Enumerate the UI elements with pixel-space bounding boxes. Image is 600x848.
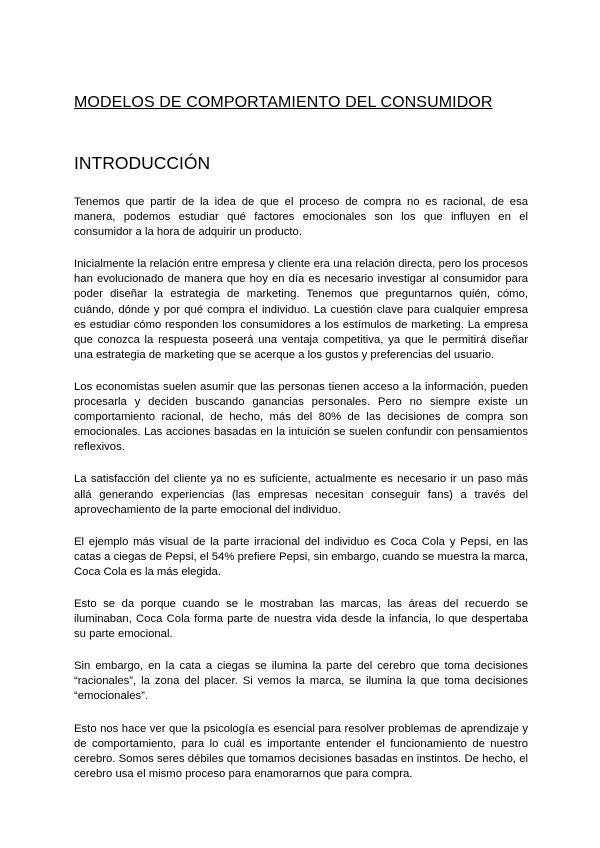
document-title: MODELOS DE COMPORTAMIENTO DEL CONSUMIDOR (74, 94, 493, 111)
paragraph: Inicialmente la relación entre empresa y cliente era una relación directa, pero los procesos han evolucionado de manera que hoy en día es necesario investigar al consumidor para poder diseñar la estrategia de marketing. Tenemos que preguntarnos quién, cómo, cuándo, dónde y por qué compra el individuo. La cuestión clave para cualquier empresa es estudiar cómo responden los consumidores a los estímulos de marketing. La empresa que conozca la respuesta poseerá una ventaja competitiva, ya que le permitirá diseñar una estrategia de marketing que se acerque a los gustos y preferencias del usuario. (74, 258, 528, 361)
document-body (74, 195, 528, 799)
paragraph: Tenemos que partir de la idea de que el proceso de compra no es racional, de esa manera, podemos estudiar qué factores emocionales son los que influyen en el consumidor a la hora de adquirir un producto. (74, 196, 528, 239)
paragraph: La satisfacción del cliente ya no es suficiente, actualmente es necesario ir un paso más allá generando experiencias (las empresas necesitan conseguir fans) a través del aprovechamiento de la parte emocional del individuo. (74, 473, 528, 516)
paragraph: Sin embargo, en la cata a ciegas se ilumina la parte del cerebro que toma decisiones “racionales”, la zona del placer. Si vemos la marca, se ilumina la que toma decisiones “emocionales”. (74, 660, 528, 703)
paragraph: Esto nos hace ver que la psicología es esencial para resolver problemas de aprendizaje y de comportamiento, para lo cuál es importante entender el funcionamiento de nuestro cerebro. Somos seres débiles que tomamos decisiones basadas en instintos. De hecho, el cerebro usa el mismo proceso para enamorarnos que para compra. (74, 722, 528, 780)
paragraph: El ejemplo más visual de la parte irracional del individuo es Coca Cola y Pepsi, en las catas a ciegas de Pepsi, el 54% prefiere Pepsi, sin embargo, cuando se muestra la marca, Coca Cola es la más elegida. (74, 535, 528, 578)
paragraph: Los economistas suelen asumir que las personas tienen acceso a la información, pueden procesarla y deciden buscando ganancias personales. Pero no siempre existe un comportamiento racional, de hecho, más del 80% de las decisiones de compra son emocionales. Las acciones basadas en la intuición se suelen confundir con pensamientos reflexivos. (74, 380, 528, 454)
paragraph: Esto se da porque cuando se le mostraban las marcas, las áreas del recuerdo se iluminaban, Coca Cola forma parte de nuestra vida desde la infancia, lo que despertaba su parte emocional. (74, 597, 528, 641)
section-heading-introduccion: INTRODUCCIÓN (74, 153, 211, 173)
